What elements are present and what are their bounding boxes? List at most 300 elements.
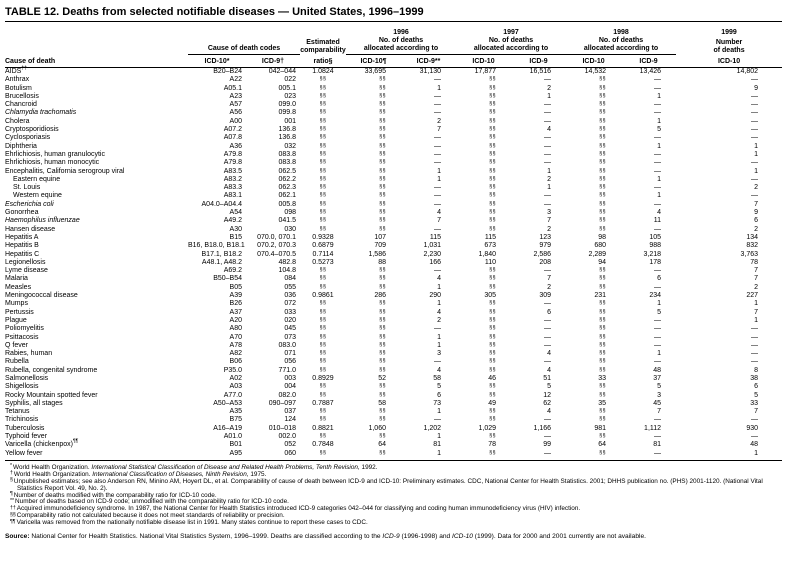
deaths-1997-icd9: — [511,450,566,461]
icd10-code: A37 [229,308,242,316]
icd10-code: A54 [229,209,242,217]
icd9-code: 771.0 [278,366,296,374]
deaths-1996-icd10: §§ [379,416,386,423]
icd9-code: 002.0 [278,433,296,441]
deaths-1998-icd9: — [621,450,676,461]
deaths-1999-icd10: 9 [754,84,759,92]
table-row [5,309,782,317]
deaths-1996-icd10: §§ [379,167,386,174]
comparability-ratio: §§ [319,126,327,133]
icd10-code: A57 [229,101,242,109]
deaths-1997-icd9: — [544,192,552,200]
deaths-1997-icd9: 12 [543,391,552,399]
deaths-1998-icd9: — [654,84,662,92]
disease-name: Escherichia coli [5,200,54,208]
deaths-1998-icd9: — [654,109,662,117]
disease-name: Botulism [5,84,32,92]
deaths-1996-icd9: 31,130 [419,68,442,75]
deaths-1997-icd9: 7 [547,217,552,225]
icd9-code: 082.0 [278,391,296,399]
icd10-code: B16, B18.0, B18.1 [188,242,245,250]
footnote-symbol: ** [10,497,15,504]
deaths-1997-icd9: 208 [539,258,552,266]
deaths-1999-icd10: 1 [676,450,782,461]
deaths-1997-icd9: — [544,200,552,208]
deaths-1996-icd10: §§ [379,325,386,332]
deaths-1999-icd10: 1 [754,150,759,158]
table-row [5,143,782,151]
deaths-1997-icd9: — [544,316,552,324]
deaths-1996-icd9: 1 [437,283,442,291]
deaths-1999-icd10: 38 [750,374,759,382]
deaths-1997-icd9: — [544,159,552,167]
alloc-label-1998 [566,37,676,55]
disease-name: Hansen disease [5,225,56,233]
icd9-code: 062.3 [278,184,296,192]
comparability-ratio: §§ [319,76,327,83]
comparability-ratio: §§ [319,350,327,357]
deaths-1999-icd10: 930 [746,424,759,432]
table-row [5,176,782,184]
table-row [5,226,782,234]
disease-name: Salmonellosis [5,374,49,382]
disease-name: Chlamydia trachomatis [5,109,77,117]
icd10-code: A30 [229,225,242,233]
year-1998: 1998 [613,29,629,36]
deaths-1998-icd10: §§ [599,267,607,274]
deaths-1996-icd9: — [434,358,442,366]
year-1997: 1997 [503,29,519,36]
deaths-1998-icd9: 1 [657,142,662,150]
deaths-1997-icd10: 305 [484,292,497,300]
icd10-code: A82 [229,350,242,358]
comparability-ratio: 0.5273 [312,258,334,266]
icd9-code: 056 [284,358,296,366]
deaths-1996-icd10: §§ [379,142,386,149]
deaths-1998-icd10: §§ [599,433,607,440]
icd9-code: 070.2, 070.3 [257,242,296,250]
deaths-1999-icd10: 1 [754,316,759,324]
disease-name: Tetanus [5,408,30,416]
deaths-1996-icd10: §§ [346,450,401,461]
icd9-code: 045 [284,325,296,333]
deaths-1996-icd10: §§ [379,192,386,199]
icd9-code: 010–018 [268,424,296,432]
icd9-code: 098 [284,209,296,217]
alloc-line2: allocated according to [473,45,549,52]
icd10-code: B17.1, B18.2 [201,250,242,258]
deaths-1998-icd10: §§ [599,142,607,149]
deaths-1999-icd10: — [751,192,759,200]
deaths-1997-icd10: §§ [489,267,497,274]
deaths-1996-icd9: 6 [437,391,442,399]
table-row [5,416,782,424]
deaths-1997-icd9: 123 [539,233,552,241]
deaths-1998-icd9: — [654,416,662,424]
deaths-1998-icd10: §§ [599,225,607,232]
deaths-1996-icd10: §§ [379,175,386,182]
deaths-1997-icd10: §§ [489,383,497,390]
table-row [5,325,782,333]
deaths-1998-icd10: 33 [598,374,607,382]
footnote: †World Health Organization. International Classification of Diseases, Ninth Revision, 1975. [10,470,267,478]
deaths-1996-icd10: 1,060 [368,424,386,432]
deaths-1997-icd10: §§ [489,167,497,174]
deaths-1997-icd9: 2 [547,84,552,92]
deaths-1996-icd9: — [434,225,442,233]
comparability-ratio: §§ [319,217,327,224]
footnote: ¶Number of deaths modified with the comparability ratio for ICD-10 code. [10,491,217,499]
footnote: **Number of deaths based on ICD-9 code; unmodified with the comparability ratio for ICD-10 code. [10,497,289,506]
disease-name: Typhoid fever [5,433,48,441]
deaths-1998-icd9: — [654,101,662,109]
icd10-code: A05.1 [223,84,242,92]
deaths-1996-icd10: §§ [379,391,386,398]
deaths-1998-icd9: — [654,134,662,142]
comparability-ratio: 0.9328 [312,233,334,241]
deaths-1998-icd10: §§ [599,308,607,315]
table-row [5,267,782,275]
disease-name: Lyme disease [5,267,48,275]
deaths-1996-icd10: §§ [379,333,386,340]
deaths-1997-icd9: 2 [547,175,552,183]
n99-line1: Number [715,38,743,46]
icd10-code: A83.3 [223,184,242,192]
deaths-1999-icd10: — [751,134,759,142]
deaths-1998-icd10: 14,532 [584,68,607,75]
deaths-1997-icd10: §§ [489,341,497,348]
deaths-1996-icd10: §§ [379,283,386,290]
disease-name: AIDS†† [5,65,27,75]
comparability-ratio: 0.8929 [312,374,334,382]
deaths-1997-icd9: 1 [547,184,552,192]
table-row [5,317,782,325]
table-row [5,242,782,250]
deaths-1997-icd9: 2 [547,225,552,233]
codes-group-label: Cause of death codes [188,37,300,55]
deaths-1998-icd9: — [654,333,662,341]
deaths-1998-icd10: §§ [599,184,607,191]
deaths-1998-icd10: §§ [599,76,607,83]
table-title: TABLE 12. Deaths from selected notifiable diseases — United States, 1996–1999 [5,6,782,22]
deaths-1998-icd9: 234 [649,292,662,300]
deaths-1996-icd10: §§ [379,275,386,282]
deaths-1996-icd9: — [434,192,442,200]
deaths-1998-icd10: §§ [599,217,607,224]
comparability-ratio: §§ [319,433,327,440]
icd9-code: 055 [284,283,296,291]
deaths-1997-icd9: 4 [547,408,552,416]
disease-name: Ehrlichiosis, human granulocytic [5,150,105,158]
year-1996: 1996 [393,29,409,36]
icd10-code: A07.2 [223,126,242,134]
table-row [5,118,782,126]
icd10-code-header: ICD-10* [188,55,246,68]
deaths-1996-icd9: 1,031 [423,242,442,250]
deaths-1997-icd10: §§ [489,358,497,365]
deaths-1998-icd10: 680 [594,242,607,250]
deaths-1996-icd10: §§ [379,209,386,216]
deaths-1999-icd10: — [751,101,759,109]
disease-name: Q fever [5,341,28,349]
disease-name: Legionellosis [5,258,46,266]
comparability-ratio: 0.9861 [312,292,334,300]
footnote: ††Acquired immunodeficiency syndrome. In 1987, the National Center for Health Statistics introduced ICD-9 categories 042–044 for classifying and coding human immunodeficiency virus (HIV) infection. [10,504,581,513]
deaths-1997-icd9: 1 [547,167,552,175]
comparability-ratio: §§ [319,117,327,124]
table-row [5,101,782,109]
footnote-symbol: †† [10,504,16,511]
deaths-1996-icd10: §§ [379,159,386,166]
icd10-code: A22 [229,76,242,84]
icd9-code: 060 [246,450,300,461]
comparability-ratio: 0.7114 [312,250,334,258]
deaths-1996-icd10: §§ [379,366,386,373]
deaths-1998-icd9: 1 [657,175,662,183]
deaths-1999-icd10: 7 [754,200,759,208]
deaths-1998-icd10: §§ [599,316,607,323]
deaths-1998-icd10: §§ [599,300,607,307]
icd9-code: 073 [284,333,296,341]
deaths-1999-icd10: 48 [750,441,759,449]
icd9-code: 070.4–070.5 [257,250,296,258]
deaths-1996-icd9: 58 [433,374,442,382]
deaths-1998-icd10: §§ [599,325,607,332]
deaths-1996-icd10: 1,586 [368,250,386,258]
footnote-symbol: §§ [10,511,16,518]
table-row [5,168,782,176]
deaths-1997-icd9: 979 [539,242,552,250]
disease-name: Anthrax [5,76,30,84]
icd10-code: A79.8 [223,159,242,167]
icd9-code: 084 [284,275,296,283]
deaths-1996-icd10: §§ [379,358,386,365]
deaths-1996-icd10: §§ [379,109,386,116]
icd10-code: A23 [229,92,242,100]
deaths-1999-icd10: 33 [750,399,759,407]
deaths-1996-icd9: 7 [437,217,442,225]
deaths-1999-icd10: 6 [754,217,759,225]
deaths-1999-icd10: 7 [754,275,759,283]
icd9-code: 090–097 [268,399,296,407]
deaths-1998-icd9: 13,426 [639,68,662,75]
deaths-1999-icd10: 1 [754,142,759,150]
icd10-code: A03 [229,383,242,391]
deaths-1997-icd10: §§ [489,350,497,357]
disease-name: Cryptosporidiosis [5,126,59,134]
comparability-label-line1: Estimated [306,38,340,46]
disease-name: Mumps [5,300,28,308]
deaths-1999-icd10: 3,763 [740,250,759,258]
deaths-1998-icd10: 2,289 [588,250,607,258]
alloc-line1: No. of deaths [378,37,424,44]
deaths-1998-icd10: §§ [599,167,607,174]
comparability-ratio: §§ [319,300,327,307]
icd10-code: A78 [229,341,242,349]
deaths-1999-icd10: 78 [750,258,759,266]
deaths-1998-icd9: 105 [649,233,662,241]
deaths-1997-icd9: 1 [547,92,552,100]
deaths-1996-icd9: — [434,109,442,117]
icd10-1999-header: ICD-10 [676,55,782,68]
comparability-ratio: §§ [319,366,327,373]
comparability-ratio: §§ [319,150,327,157]
disease-name: Plague [5,316,27,324]
group-header-row [5,37,782,55]
deaths-1997-icd10: §§ [489,200,497,207]
deaths-1998-icd10: §§ [599,275,607,282]
deaths-1996-icd9: — [434,325,442,333]
table-row [5,441,782,449]
deaths-1996-icd10: §§ [379,308,386,315]
deaths-1998-icd9: 7 [657,408,662,416]
deaths-1996-icd9: 1 [437,408,442,416]
deaths-1998-icd10: §§ [599,109,607,116]
deaths-1998-icd10: §§ [599,200,607,207]
table-row [5,201,782,209]
comparability-ratio: 0.7887 [312,399,334,407]
icd9-code: 003 [284,374,296,382]
comparability-ratio: §§ [319,416,327,423]
icd10-code: A39 [229,292,242,300]
disease-name: Rocky Mountain spotted fever [5,391,98,399]
deaths-1999-icd10: 2 [754,283,759,291]
icd10-code: A69.2 [223,267,242,275]
icd9-code: 104.8 [278,267,296,275]
disease-name: Western equine [13,192,62,200]
year-1999: 1999 [721,29,737,36]
comparability-ratio: §§ [319,383,327,390]
disease-name: Cholera [5,117,30,125]
deaths-1996-icd10: §§ [379,316,386,323]
deaths-1997-icd10: 1,840 [478,250,497,258]
deaths-1997-icd9: — [544,76,552,84]
deaths-1996-icd10: §§ [379,150,386,157]
disease-name: Poliomyelitis [5,325,44,333]
icd9-code: 482.8 [278,258,296,266]
deaths-1998-icd10: §§ [599,101,607,108]
icd10-code: B20–B24 [213,68,242,75]
icd9-code: 005.8 [278,200,296,208]
deaths-1998-icd10: §§ [599,283,607,290]
deaths-1999-icd10: 9 [754,209,759,217]
disease-name: Eastern equine [13,175,61,183]
icd9-code: 033 [284,308,296,316]
deaths-1996-icd10: §§ [379,117,386,124]
deaths-1997-icd9: 4 [547,126,552,134]
deaths-1998-icd9: 1 [657,192,662,200]
table-row [5,334,782,342]
deaths-1997-icd9: — [544,358,552,366]
icd10-code: A02 [229,374,242,382]
table-row [5,367,782,375]
table-row [5,68,782,77]
deaths-1999-icd10: 2 [754,225,759,233]
deaths-1996-icd10: §§ [379,126,386,133]
deaths-1998-icd9: 11 [653,217,662,225]
deaths-1996-icd9: 7 [437,126,442,134]
deaths-1999-icd10: 14,802 [736,68,759,75]
deaths-1996-icd10: §§ [379,92,386,99]
deaths-1998-icd9: 988 [649,242,662,250]
comparability-ratio: 1.0824 [312,68,334,75]
deaths-1996-icd9: 5 [437,383,442,391]
deaths-1998-icd10: 94 [598,258,607,266]
footnotes [5,465,782,527]
deaths-1996-icd9: 1 [437,167,442,175]
deaths-1998-icd9: 4 [657,209,662,217]
disease-name: Ehrlichiosis, human monocytic [5,159,100,167]
comparability-label [300,37,346,55]
deaths-1996-icd9: 4 [437,308,442,316]
deaths-1996-icd10: §§ [379,408,386,415]
cause-of-death-header: Cause of death [5,55,188,68]
deaths-1996-icd9: 3 [437,350,442,358]
disease-name: Psittacosis [5,333,39,341]
comparability-ratio: §§ [319,308,327,315]
deaths-1996-icd10: §§ [379,184,386,191]
deaths-1997-icd10: §§ [489,391,497,398]
deaths-1996-icd9: 115 [429,233,442,241]
comparability-ratio: §§ [319,167,327,174]
deaths-1998-icd10: §§ [599,358,607,365]
source-text: National Center for Health Statistics. National Vital Statistics System, 1996–1999. Deaths are classified according to the ICD-9 (1996-1998) and ICD-10 (1999). Data for 2000 and 2001 currently are not available. [31,533,646,541]
deaths-1998-icd10: §§ [599,350,607,357]
table-row [5,408,782,416]
deaths-1998-icd9: 48 [653,366,662,374]
disease-name: Diphtheria [5,142,37,150]
footnote-symbol: † [10,470,13,477]
icd10-code: A36 [229,142,242,150]
deaths-1999-icd10: — [751,350,759,358]
footnote-symbol: ¶ [10,491,13,498]
deaths-1998-icd9: 81 [653,441,662,449]
icd10-code: B50–B54 [213,275,242,283]
table-row [5,234,782,242]
icd10-code: A04.0–A04.4 [201,200,242,208]
deaths-1997-icd10: §§ [489,126,497,133]
disease-name: Rubella [5,358,29,366]
comparability-ratio: §§ [319,316,327,323]
comparability-ratio: §§ [319,84,327,91]
deaths-1999-icd10: — [751,325,759,333]
notifiable-diseases-table [5,23,782,461]
icd10-code: B01 [229,441,242,449]
icd9-code-header: ICD-9† [246,55,300,68]
deaths-1996-icd9: 1 [437,333,442,341]
deaths-1997-icd9: 2 [547,283,552,291]
disease-name: Cyclosporiasis [5,134,51,142]
deaths-1996-icd9: — [434,416,442,424]
deaths-1997-icd10: 46 [488,374,497,382]
deaths-1998-icd10: §§ [566,450,621,461]
comparability-ratio: §§ [319,109,327,116]
deaths-1997-icd10: §§ [489,275,497,282]
icd9-code: 037 [284,408,296,416]
deaths-1999-icd10: — [751,117,759,125]
deaths-1997-icd10: 1,029 [478,424,497,432]
deaths-1998-icd9: 1,112 [644,424,662,432]
deaths-1997-icd10: §§ [489,76,497,83]
deaths-1998-icd9: — [654,167,662,175]
deaths-1997-icd10: §§ [489,134,497,141]
deaths-1997-icd9: 6 [547,308,552,316]
deaths-1998-icd10: 35 [598,399,607,407]
deaths-1998-icd10: 231 [594,292,607,300]
deaths-1997-icd10: §§ [489,225,497,232]
comparability-ratio: §§ [319,225,327,232]
deaths-1998-icd9: — [654,316,662,324]
